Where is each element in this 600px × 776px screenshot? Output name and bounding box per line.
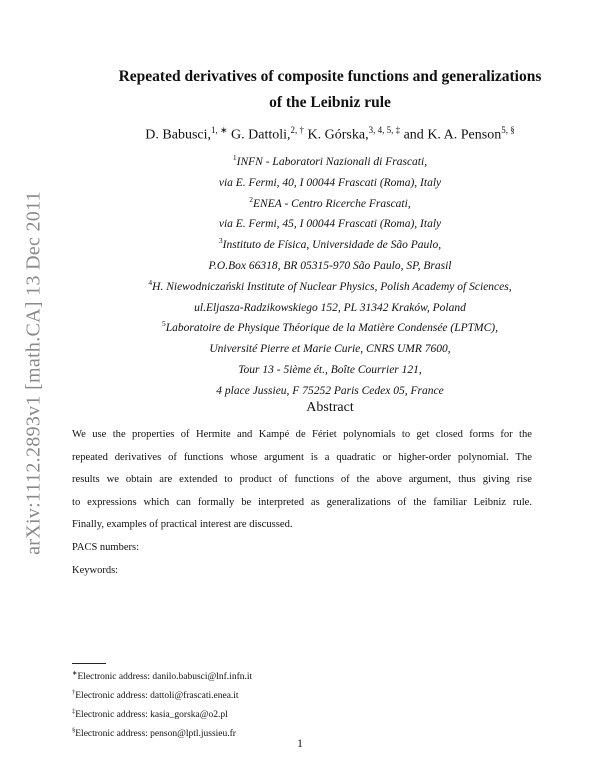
affiliation-line: [60, 148, 600, 169]
arxiv-stamp: [14, 178, 54, 568]
footnote-mark: ‡: [72, 708, 76, 716]
affiliation-text: INFN - Laboratori Nazionali di Frascati,: [236, 155, 428, 168]
author-affiliation-marks: 2, †: [290, 125, 305, 135]
footnote-mark: †: [72, 689, 76, 697]
affiliation-line: [60, 252, 600, 273]
abstract-line: repeated derivatives of functions whose argument is a quadratic or higher-order polynomial. The: [72, 451, 532, 463]
abstract-line: to expressions which can formally be interpreted as generalizations of the familiar Leibniz rule.: [72, 496, 532, 508]
footnote-item: [72, 704, 252, 723]
affiliation-mark: 2: [249, 194, 254, 204]
footnote-mark: ∗: [72, 670, 78, 677]
affiliation-text: Tour 13 - 5ième ét., Boîte Courrier 121,: [238, 363, 422, 376]
footnote-text: Electronic address: kasia_gorska@o2.pl: [75, 710, 228, 721]
footnote-item: [72, 685, 252, 704]
pacs-numbers-label: PACS numbers:: [72, 542, 140, 553]
affiliation-line: [60, 169, 600, 190]
author-affiliation-marks: 3, 4, 5, ‡: [368, 125, 401, 135]
page-number: 1: [297, 738, 303, 750]
abstract-body: [72, 424, 532, 537]
abstract-line: Finally, examples of practical interest are discussed.: [72, 519, 293, 531]
affiliation-text: Laboratoire de Physique Théorique de la Matière Condensée (LPTMC),: [165, 322, 499, 335]
affiliation-line: [60, 377, 600, 398]
abstract-line: We use the properties of Hermite and Kampé de Fériet polynomials to get closed forms for the: [72, 429, 532, 440]
affiliation-line: [60, 294, 600, 315]
affiliation-text: H. Niewodniczański Institute of Nuclear Physics, Polish Academy of Sciences,: [152, 280, 512, 293]
footnote-divider: [72, 663, 106, 664]
affiliation-text: P.O.Box 66318, BR 05315-970 São Paulo, SP, Brasil: [208, 259, 452, 272]
affiliation-mark: 5: [161, 319, 166, 329]
author-connector: and: [403, 127, 424, 143]
footnote-text: Electronic address: penson@lptl.jussieu.fr: [75, 729, 236, 740]
author-affiliation-marks: 5, §: [501, 125, 515, 135]
footnote-mark: §: [72, 727, 76, 735]
affiliation-text: Instituto de Física, Universidade de São Paulo,: [222, 239, 442, 252]
footnote-list: [72, 666, 252, 743]
affiliation-mark: 1: [232, 153, 237, 162]
affiliation-text: 4 place Jussieu, F 75252 Paris Cedex 05, France: [216, 384, 444, 397]
paper-title: [60, 64, 600, 116]
affiliation-line: [60, 356, 600, 377]
keywords-label: Keywords:: [72, 565, 119, 576]
affiliation-line: [60, 190, 600, 211]
paper-title-line-2: of the Leibniz rule: [269, 94, 391, 111]
affiliation-line: [60, 314, 600, 335]
affiliation-mark: 3: [218, 236, 223, 246]
author-name: D. Babusci,: [145, 127, 211, 143]
abstract-line: results we obtain are extended to product of functions of the above argument, thus giving rise: [72, 474, 532, 486]
affiliation-line: [60, 231, 600, 252]
arxiv-stamp-text: arXiv:1112.2893v1 [math.CA] 13 Dec 2011: [22, 191, 45, 555]
author-list: [60, 125, 600, 144]
footnote-text: Electronic address: dattoli@frascati.enea.it: [75, 691, 239, 702]
affiliation-text: ENEA - Centro Ricerche Frascati,: [253, 197, 411, 210]
author-name: G. Dattoli,: [231, 127, 291, 143]
affiliation-line: [60, 210, 600, 231]
paper-title-line-1: Repeated derivatives of composite functions and generalizations: [118, 68, 542, 85]
footnote-text: Electronic address: danilo.babusci@lnf.infn.it: [77, 672, 253, 683]
affiliation-list: [60, 148, 600, 398]
affiliation-mark: 4: [148, 277, 153, 287]
affiliation-text: via E. Fermi, 45, I 00044 Frascati (Roma), Italy: [218, 218, 442, 231]
affiliation-line: [60, 335, 600, 356]
abstract-heading: Abstract: [306, 400, 354, 415]
affiliation-text: Université Pierre et Marie Curie, CNRS UMR 7600,: [209, 343, 451, 355]
affiliation-text: ul.Eljasza-Radzikowskiego 152, PL 31342 Kraków, Poland: [194, 301, 466, 314]
author-affiliation-marks: 1, ∗: [211, 125, 228, 135]
author-name: K. A. Penson: [427, 127, 502, 143]
author-name: K. Górska,: [307, 127, 369, 143]
affiliation-text: via E. Fermi, 40, I 00044 Frascati (Roma), Italy: [218, 176, 442, 189]
footnote-item: [72, 666, 252, 685]
affiliation-line: [60, 273, 600, 294]
